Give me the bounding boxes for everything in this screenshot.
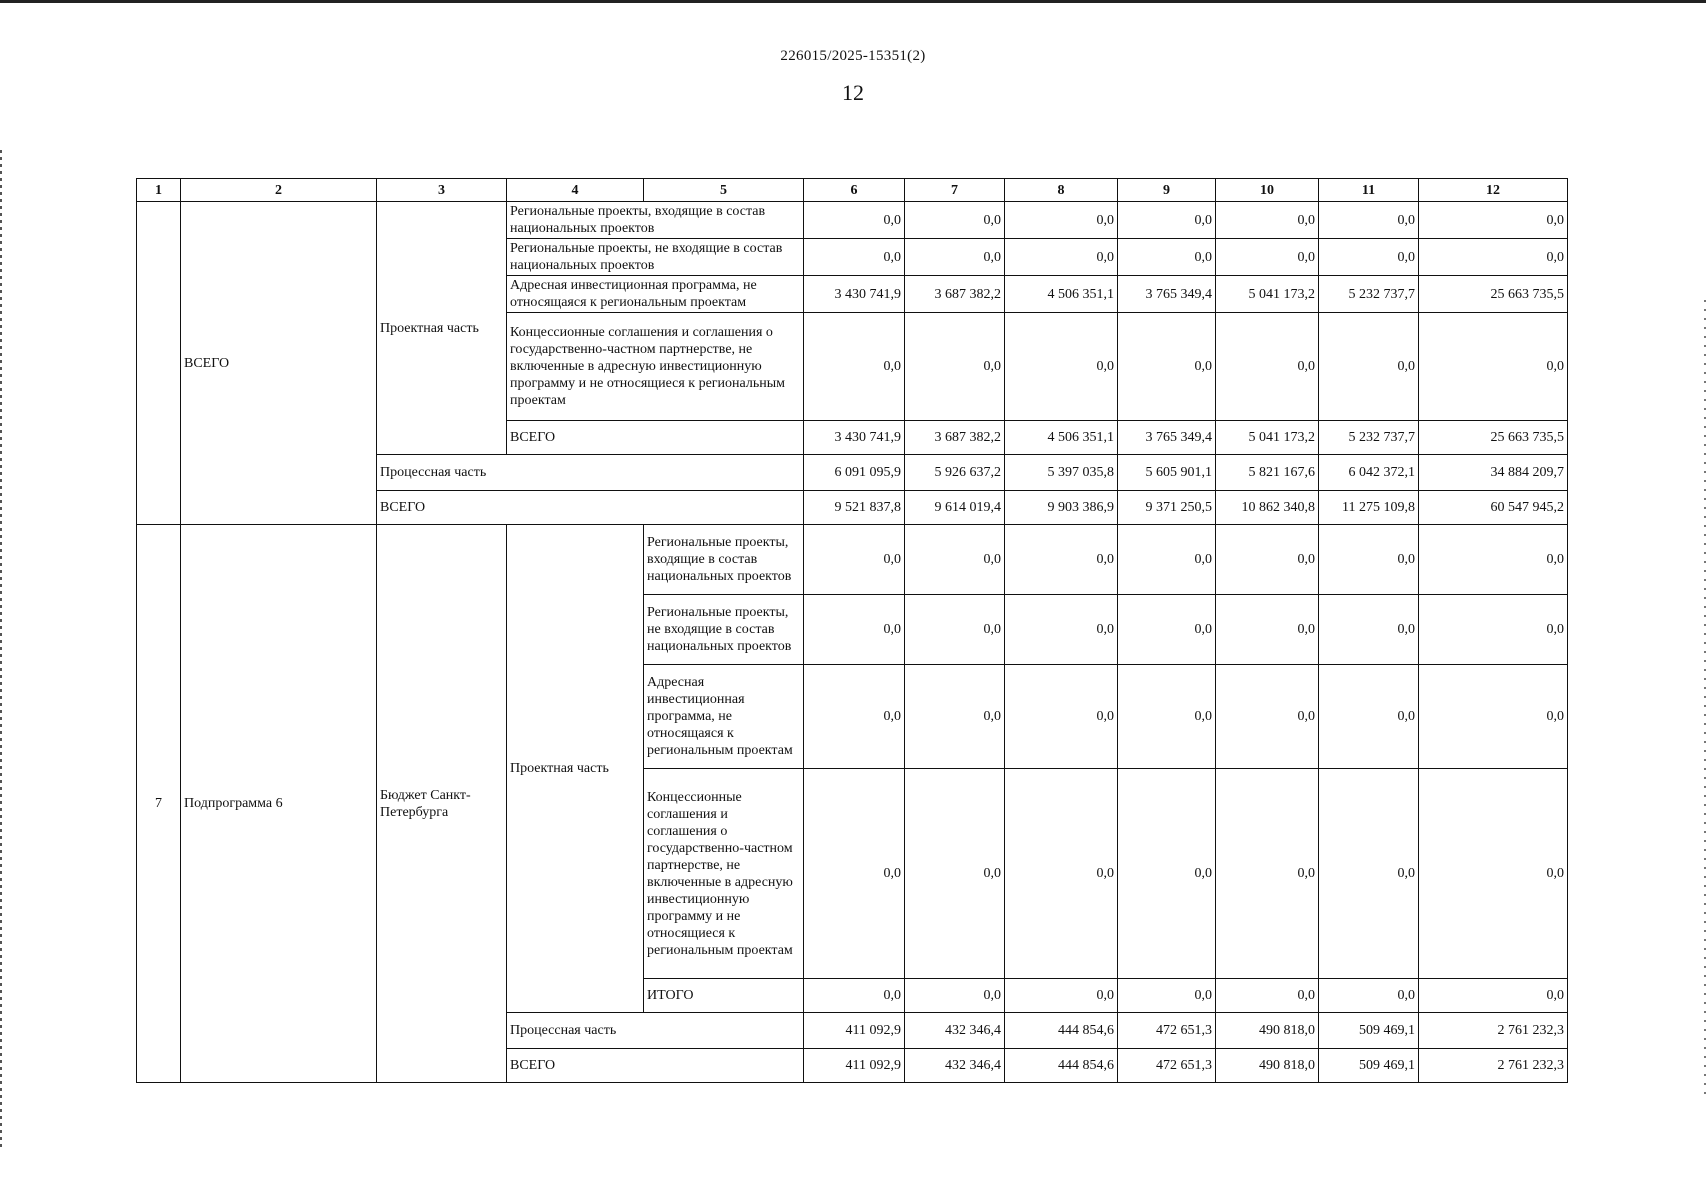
table-row (137, 525, 1568, 595)
value-cell: 0,0 (1319, 239, 1419, 276)
value-cell: 0,0 (1319, 313, 1419, 421)
value-cell: 0,0 (804, 202, 905, 239)
total-label: ВСЕГО (507, 1049, 804, 1083)
value-cell: 0,0 (1118, 595, 1216, 665)
value-cell: 0,0 (1319, 202, 1419, 239)
value-cell: 0,0 (1216, 769, 1319, 979)
value-cell: 0,0 (1216, 665, 1319, 769)
column-header: 6 (804, 179, 905, 202)
value-cell: 5 821 167,6 (1216, 455, 1319, 491)
value-cell: 4 506 351,1 (1005, 421, 1118, 455)
value-cell: 0,0 (804, 239, 905, 276)
value-cell: 411 092,9 (804, 1049, 905, 1083)
value-cell: 9 614 019,4 (905, 491, 1005, 525)
value-cell: 0,0 (804, 665, 905, 769)
process-label: Процессная часть (377, 455, 804, 491)
value-cell: 0,0 (1319, 979, 1419, 1013)
value-cell: 0,0 (1216, 202, 1319, 239)
value-cell: 0,0 (1005, 202, 1118, 239)
value-cell: 0,0 (1319, 665, 1419, 769)
value-cell: 0,0 (1005, 979, 1118, 1013)
value-cell: 0,0 (804, 313, 905, 421)
row-number (137, 202, 181, 525)
value-cell: 0,0 (905, 313, 1005, 421)
value-cell: 3 765 349,4 (1118, 276, 1216, 313)
value-cell: 0,0 (905, 202, 1005, 239)
page-number: 12 (842, 80, 864, 105)
scan-edge-left (0, 150, 2, 1150)
value-cell: 0,0 (804, 595, 905, 665)
value-cell: 3 430 741,9 (804, 276, 905, 313)
value-cell: 2 761 232,3 (1419, 1049, 1568, 1083)
value-cell: 0,0 (1216, 595, 1319, 665)
value-cell: 11 275 109,8 (1319, 491, 1419, 525)
column-header-row (137, 179, 1568, 202)
column-header: 8 (1005, 179, 1118, 202)
category-label: Адресная инвестиционная программа, не относящаяся к региональным проектам (644, 665, 804, 769)
value-cell: 0,0 (905, 595, 1005, 665)
value-cell: 472 651,3 (1118, 1049, 1216, 1083)
value-cell: 0,0 (804, 769, 905, 979)
value-cell: 0,0 (1419, 239, 1568, 276)
value-cell: 0,0 (905, 979, 1005, 1013)
value-cell: 0,0 (1216, 239, 1319, 276)
category-label: ВСЕГО (507, 421, 804, 455)
value-cell: 444 854,6 (1005, 1013, 1118, 1049)
value-cell: 5 926 637,2 (905, 455, 1005, 491)
value-cell: 0,0 (1118, 525, 1216, 595)
total-label: ВСЕГО (377, 491, 804, 525)
value-cell: 0,0 (1005, 595, 1118, 665)
value-cell: 0,0 (1319, 769, 1419, 979)
value-cell: 0,0 (1419, 665, 1568, 769)
part-label: Проектная часть (507, 525, 644, 1013)
value-cell: 0,0 (905, 525, 1005, 595)
table-row (137, 202, 1568, 239)
value-cell: 25 663 735,5 (1419, 276, 1568, 313)
value-cell: 0,0 (1118, 769, 1216, 979)
category-label: Региональные проекты, не входящие в состав национальных проектов (644, 595, 804, 665)
value-cell: 0,0 (1118, 665, 1216, 769)
value-cell: 0,0 (1319, 525, 1419, 595)
value-cell: 9 521 837,8 (804, 491, 905, 525)
value-cell: 5 041 173,2 (1216, 421, 1319, 455)
value-cell: 0,0 (1118, 239, 1216, 276)
value-cell: 34 884 209,7 (1419, 455, 1568, 491)
value-cell: 432 346,4 (905, 1013, 1005, 1049)
value-cell: 5 397 035,8 (1005, 455, 1118, 491)
subtotal-label: ИТОГО (644, 979, 804, 1013)
value-cell: 5 232 737,7 (1319, 421, 1419, 455)
value-cell: 0,0 (1419, 525, 1568, 595)
value-cell: 490 818,0 (1216, 1049, 1319, 1083)
value-cell: 60 547 945,2 (1419, 491, 1568, 525)
value-cell: 9 903 386,9 (1005, 491, 1118, 525)
value-cell: 10 862 340,8 (1216, 491, 1319, 525)
value-cell: 5 041 173,2 (1216, 276, 1319, 313)
value-cell: 0,0 (1419, 595, 1568, 665)
value-cell: 411 092,9 (804, 1013, 905, 1049)
column-header: 10 (1216, 179, 1319, 202)
category-label: Концессионные соглашения и соглашения о государственно-частном партнерстве, не включенные в адресную инвестиционную программу и не относящиеся к региональным проектам (507, 313, 804, 421)
column-header: 7 (905, 179, 1005, 202)
value-cell: 432 346,4 (905, 1049, 1005, 1083)
value-cell: 0,0 (1419, 979, 1568, 1013)
value-cell: 0,0 (1005, 769, 1118, 979)
value-cell: 0,0 (1005, 525, 1118, 595)
value-cell: 3 687 382,2 (905, 276, 1005, 313)
value-cell: 0,0 (1005, 665, 1118, 769)
value-cell: 0,0 (1118, 202, 1216, 239)
value-cell: 0,0 (1319, 595, 1419, 665)
document-number: 226015/2025-15351(2) (780, 48, 926, 64)
value-cell: 4 506 351,1 (1005, 276, 1118, 313)
value-cell: 0,0 (804, 979, 905, 1013)
value-cell: 3 430 741,9 (804, 421, 905, 455)
category-label: Концессионные соглашения и соглашения о государственно-частном партнерстве, не включенные в адресную инвестиционную программу и не относящиеся к региональным проектам (644, 769, 804, 979)
column-header: 9 (1118, 179, 1216, 202)
value-cell: 0,0 (1118, 979, 1216, 1013)
value-cell: 0,0 (1419, 313, 1568, 421)
value-cell: 5 232 737,7 (1319, 276, 1419, 313)
value-cell: 3 687 382,2 (905, 421, 1005, 455)
process-label: Процессная часть (507, 1013, 804, 1049)
program-name: ВСЕГО (181, 202, 377, 525)
value-cell: 0,0 (905, 239, 1005, 276)
value-cell: 490 818,0 (1216, 1013, 1319, 1049)
column-header: 11 (1319, 179, 1419, 202)
column-header: 12 (1419, 179, 1568, 202)
value-cell: 0,0 (1419, 769, 1568, 979)
value-cell: 509 469,1 (1319, 1013, 1419, 1049)
category-label: Региональные проекты, не входящие в состав национальных проектов (507, 239, 804, 276)
value-cell: 6 091 095,9 (804, 455, 905, 491)
value-cell: 0,0 (1216, 979, 1319, 1013)
value-cell: 6 042 372,1 (1319, 455, 1419, 491)
value-cell: 0,0 (905, 769, 1005, 979)
category-label: Региональные проекты, входящие в состав национальных проектов (644, 525, 804, 595)
row-number: 7 (137, 525, 181, 1083)
value-cell: 0,0 (804, 525, 905, 595)
value-cell: 3 765 349,4 (1118, 421, 1216, 455)
value-cell: 5 605 901,1 (1118, 455, 1216, 491)
category-label: Региональные проекты, входящие в состав национальных проектов (507, 202, 804, 239)
column-header: 4 (507, 179, 644, 202)
value-cell: 472 651,3 (1118, 1013, 1216, 1049)
column-header: 2 (181, 179, 377, 202)
budget-source: Бюджет Санкт-Петербурга (377, 525, 507, 1083)
value-cell: 0,0 (1005, 313, 1118, 421)
value-cell: 0,0 (1005, 239, 1118, 276)
value-cell: 0,0 (905, 665, 1005, 769)
column-header: 1 (137, 179, 181, 202)
value-cell: 0,0 (1216, 525, 1319, 595)
value-cell: 2 761 232,3 (1419, 1013, 1568, 1049)
value-cell: 509 469,1 (1319, 1049, 1419, 1083)
program-name: Подпрограмма 6 (181, 525, 377, 1083)
category-label: Адресная инвестиционная программа, не относящаяся к региональным проектам (507, 276, 804, 313)
value-cell: 0,0 (1419, 202, 1568, 239)
scan-edge-top (0, 0, 1706, 3)
value-cell: 9 371 250,5 (1118, 491, 1216, 525)
value-cell: 0,0 (1118, 313, 1216, 421)
value-cell: 25 663 735,5 (1419, 421, 1568, 455)
value-cell: 444 854,6 (1005, 1049, 1118, 1083)
column-header: 5 (644, 179, 804, 202)
value-cell: 0,0 (1216, 313, 1319, 421)
funding-table (136, 178, 1568, 1083)
column-header: 3 (377, 179, 507, 202)
part-label: Проектная часть (377, 202, 507, 455)
